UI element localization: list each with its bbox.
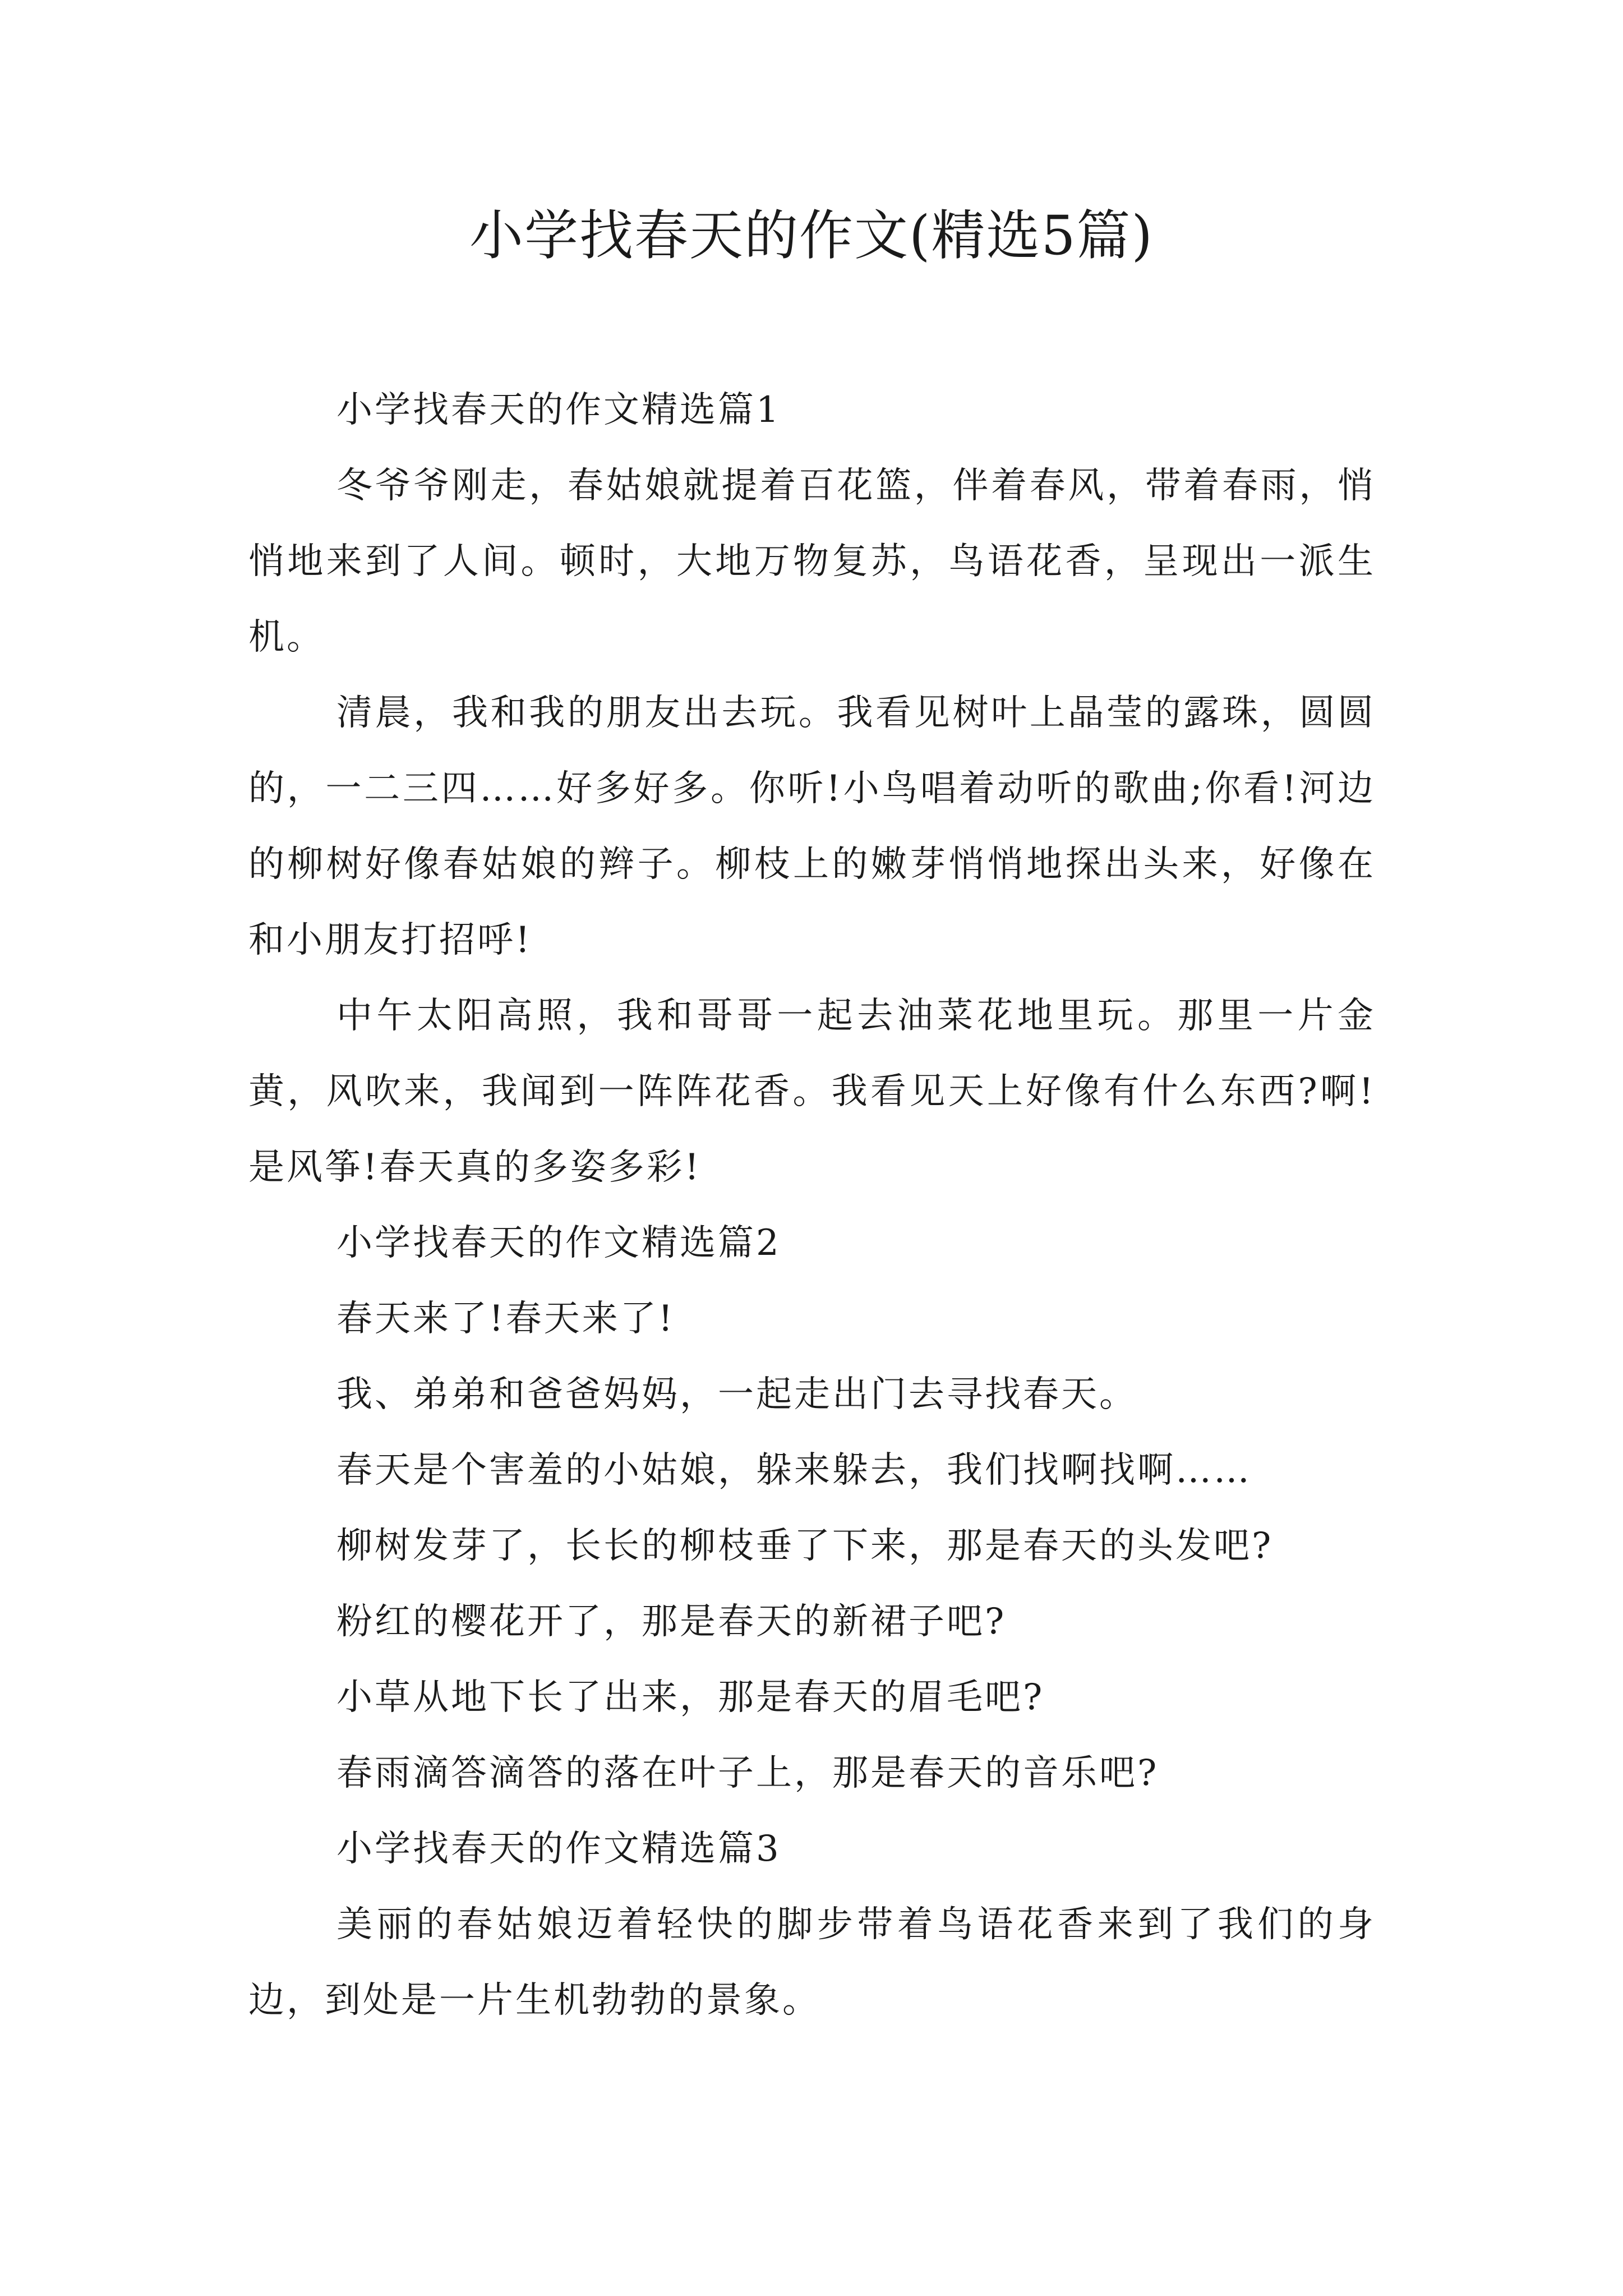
paragraph: 粉红的樱花开了，那是春天的新裙子吧? xyxy=(336,1601,1007,1642)
document-title: 小学找春天的作文(精选5篇) xyxy=(469,204,1154,267)
section-heading-2: 小学找春天的作文精选篇2 xyxy=(336,1222,781,1264)
paragraph: 春天是个害羞的小姑娘，躲来躲去，我们找啊找啊…… xyxy=(336,1450,1252,1491)
document-body xyxy=(248,372,1376,2039)
section-heading-3: 小学找春天的作文精选篇3 xyxy=(336,1828,781,1870)
paragraph: 美丽的春姑娘迈着轻快的脚步带着鸟语花香来到了我们的身边，到处是一片生机勃勃的景象。 xyxy=(248,1904,1376,2021)
paragraph: 柳树发芽了，长长的柳枝垂了下来，那是春天的头发吧? xyxy=(336,1525,1274,1567)
paragraph: 小草从地下长了出来，那是春天的眉毛吧? xyxy=(336,1677,1045,1718)
section-heading-1: 小学找春天的作文精选篇1 xyxy=(336,389,781,431)
paragraph: 春雨滴答滴答的落在叶子上，那是春天的音乐吧? xyxy=(336,1752,1159,1794)
paragraph: 清晨，我和我的朋友出去玩。我看见树叶上晶莹的露珠，圆圆的，一二三四……好多好多。你听!小鸟唱着动听的歌曲;你看!河边的柳树好像春姑娘的辫子。柳枝上的嫩芽悄悄地探出头来，好像在和小朋友打招呼! xyxy=(248,692,1376,961)
paragraph: 我、弟弟和爸爸妈妈，一起走出门去寻找春天。 xyxy=(336,1374,1137,1415)
paragraph: 冬爷爷刚走，春姑娘就提着百花篮，伴着春风，带着春雨，悄悄地来到了人间。顿时，大地万物复苏，鸟语花香，呈现出一派生机。 xyxy=(248,465,1376,658)
paragraph: 中午太阳高照，我和哥哥一起去油菜花地里玩。那里一片金黄，风吹来，我闻到一阵阵花香。我看见天上好像有什么东西?啊!是风筝!春天真的多姿多彩! xyxy=(248,995,1376,1188)
paragraph: 春天来了!春天来了! xyxy=(336,1298,675,1340)
